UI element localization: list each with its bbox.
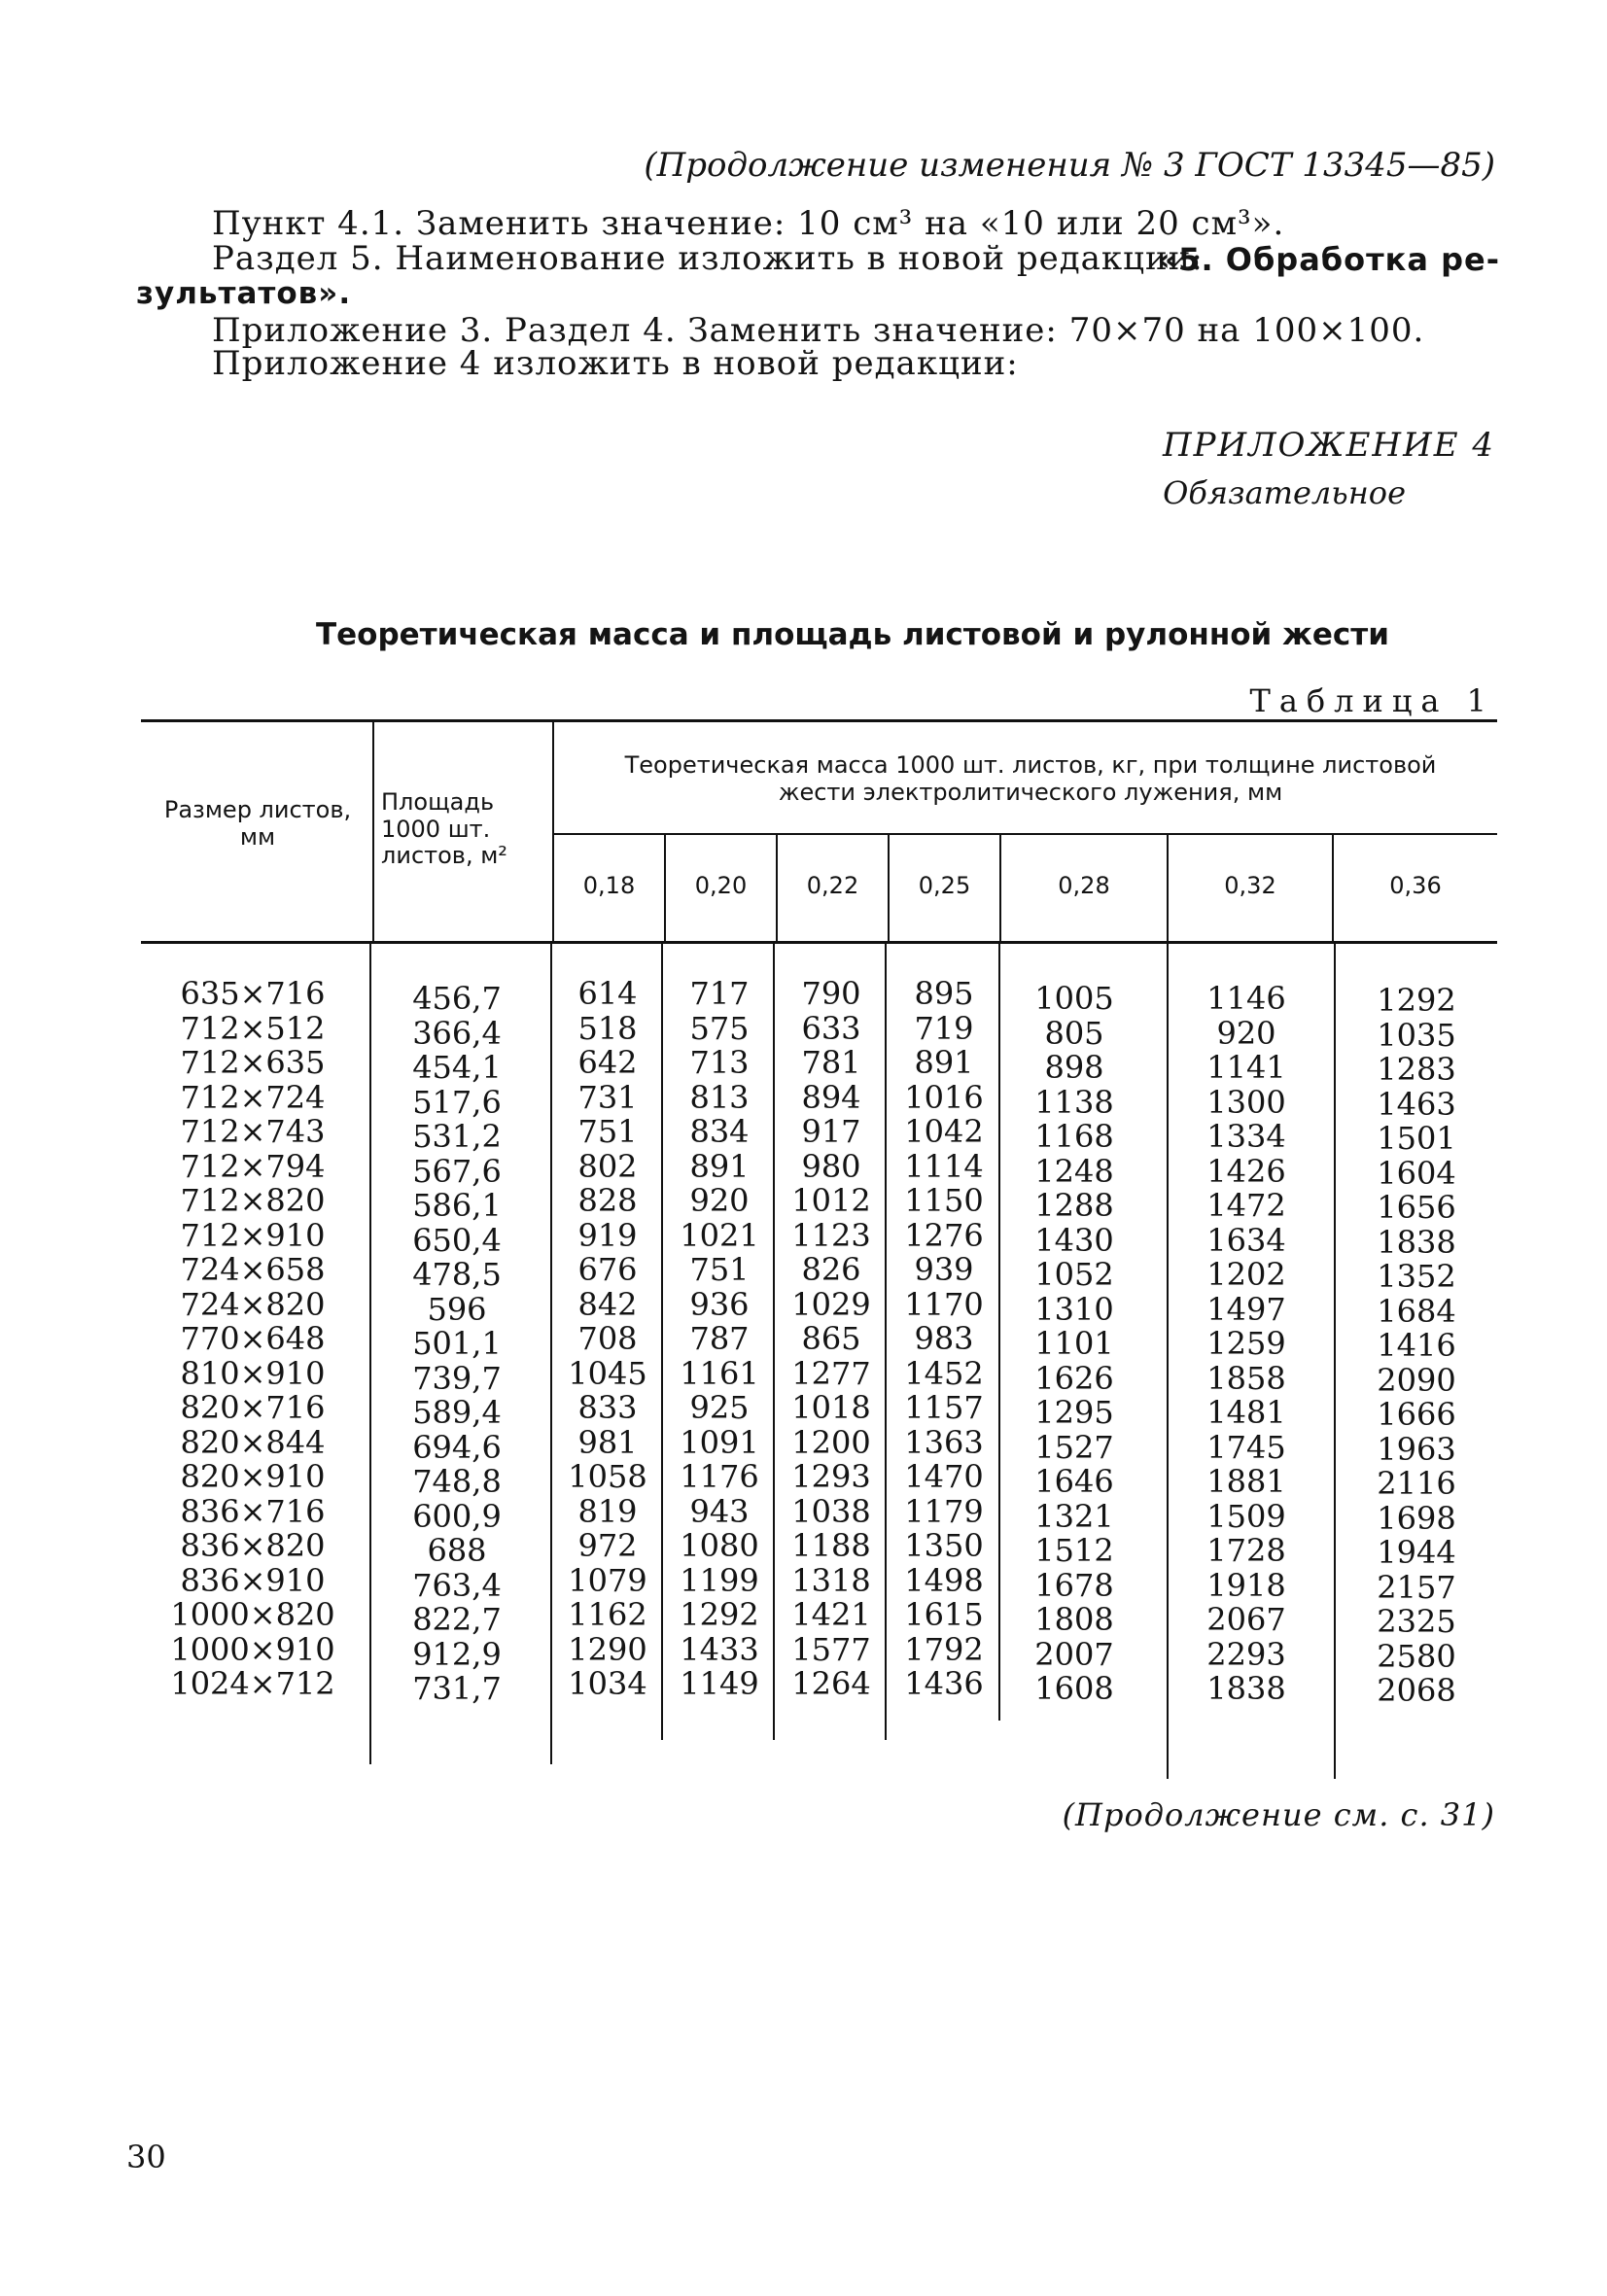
paragraph-4: Приложение 4 изложить в новой редакции: (212, 344, 1019, 383)
size-cell: 712×820 (180, 1182, 326, 1219)
area-cell: 567,6 (412, 1152, 502, 1190)
size-cell: 724×658 (180, 1251, 326, 1288)
mass-cell: 1963 (1377, 1430, 1456, 1468)
mass-cell: 1276 (904, 1216, 984, 1254)
mass-cell: 1334 (1206, 1118, 1286, 1155)
mass-cell: 1608 (1034, 1670, 1114, 1707)
mass-cell: 1042 (904, 1113, 984, 1150)
thickness-3: 0,25 (918, 872, 971, 899)
mass-cell: 1421 (791, 1596, 871, 1633)
mass-cell: 1463 (1377, 1085, 1456, 1123)
area-cell: 366,4 (412, 1014, 502, 1052)
mass-cell: 1838 (1206, 1670, 1286, 1707)
mass-cell: 980 (801, 1147, 861, 1185)
mass-cell: 708 (577, 1320, 638, 1357)
mass-cell: 1101 (1034, 1325, 1114, 1362)
thickness-5: 0,32 (1224, 872, 1276, 899)
mass-cell: 920 (1216, 1014, 1276, 1052)
size-cell: 820×910 (180, 1458, 326, 1495)
mass-cell: 1035 (1377, 1016, 1456, 1054)
size-cell: 724×820 (180, 1285, 326, 1323)
header-area: Площадь 1000 шт. листов, м² (381, 788, 507, 870)
mass-cell: 1745 (1206, 1428, 1286, 1466)
column-mass-022 (778, 977, 885, 1702)
mass-cell: 2116 (1377, 1465, 1456, 1502)
mass-cell: 802 (577, 1147, 638, 1185)
mass-cell: 787 (689, 1320, 750, 1357)
mass-cell: 1452 (904, 1354, 984, 1392)
column-size (136, 977, 369, 1702)
mass-cell: 1150 (904, 1182, 984, 1219)
column-mass-036 (1334, 984, 1499, 1709)
mass-cell: 1202 (1206, 1256, 1286, 1293)
paragraph-2-bold-a: «5. Обработка ре- (1157, 241, 1500, 278)
mass-cell: 1290 (568, 1630, 647, 1668)
mass-cell: 1481 (1206, 1394, 1286, 1431)
area-cell: 822,7 (412, 1601, 502, 1638)
mass-cell: 751 (689, 1251, 750, 1288)
mass-cell: 805 (1044, 1014, 1104, 1052)
column-mass-028 (1001, 982, 1147, 1707)
mass-cell: 1157 (904, 1389, 984, 1426)
mass-cell: 1430 (1034, 1221, 1114, 1259)
mass-cell: 1114 (904, 1147, 984, 1185)
column-mass-020 (666, 977, 773, 1702)
area-cell: 454,1 (412, 1049, 502, 1086)
mass-cell: 1200 (791, 1423, 871, 1461)
mass-cell: 633 (801, 1009, 861, 1047)
area-cell: 586,1 (412, 1187, 502, 1224)
mass-cell: 1436 (904, 1665, 984, 1702)
mass-cell: 1318 (791, 1561, 871, 1599)
mass-cell: 842 (577, 1285, 638, 1323)
size-cell: 712×512 (180, 1009, 326, 1047)
paragraph-2-text: Раздел 5. Наименование изложить в новой редакции: (212, 239, 1204, 278)
mass-cell: 895 (914, 975, 974, 1012)
mass-cell: 1792 (904, 1630, 984, 1668)
size-cell: 712×724 (180, 1078, 326, 1116)
mass-cell: 828 (577, 1182, 638, 1219)
size-cell: 712×743 (180, 1113, 326, 1150)
mass-cell: 1416 (1377, 1327, 1456, 1364)
mass-cell: 1248 (1034, 1152, 1114, 1190)
mass-cell: 1310 (1034, 1290, 1114, 1328)
mass-cell: 1512 (1034, 1532, 1114, 1569)
mass-cell: 2293 (1206, 1635, 1286, 1673)
appendix-title: ПРИЛОЖЕНИЕ 4 (1162, 426, 1495, 465)
thickness-2: 0,22 (806, 872, 859, 899)
mass-cell: 936 (689, 1285, 750, 1323)
appendix-subtitle: Обязательное (1163, 474, 1406, 511)
mass-cell: 943 (689, 1492, 750, 1530)
mass-cell: 1352 (1377, 1258, 1456, 1295)
mass-cell: 1470 (904, 1458, 984, 1495)
mass-cell: 2067 (1206, 1601, 1286, 1638)
mass-cell: 518 (577, 1009, 638, 1047)
mass-cell: 1838 (1377, 1223, 1456, 1261)
mass-cell: 790 (801, 975, 861, 1012)
mass-cell: 1698 (1377, 1499, 1456, 1537)
mass-cell: 865 (801, 1320, 861, 1357)
mass-cell: 1146 (1206, 980, 1286, 1017)
table-title: Теоретическая масса и площадь листовой и рулонной жести (316, 617, 1389, 652)
size-cell: 836×910 (180, 1561, 326, 1599)
mass-cell: 1264 (791, 1665, 871, 1702)
mass-cell: 1728 (1206, 1532, 1286, 1569)
mass-cell: 939 (914, 1251, 974, 1288)
mass-cell: 1615 (904, 1596, 984, 1633)
mass-cell: 1277 (791, 1354, 871, 1392)
mass-cell: 1288 (1034, 1187, 1114, 1224)
size-cell: 712×794 (180, 1147, 326, 1185)
mass-cell: 719 (914, 1009, 974, 1047)
paragraph-2-bold-b: зультатов». (136, 276, 352, 311)
mass-cell: 1501 (1377, 1120, 1456, 1157)
mass-cell: 1498 (904, 1561, 984, 1599)
mass-cell: 1350 (904, 1527, 984, 1564)
document-header: (Продолжение изменения № 3 ГОСТ 13345—85) (644, 146, 1495, 185)
mass-cell: 1472 (1206, 1187, 1286, 1224)
size-cell: 1000×910 (170, 1630, 335, 1668)
mass-cell: 1058 (568, 1458, 647, 1495)
area-cell: 517,6 (412, 1083, 502, 1121)
mass-cell: 2007 (1034, 1635, 1114, 1673)
mass-cell: 1646 (1034, 1463, 1114, 1500)
mass-cell: 1300 (1206, 1083, 1286, 1121)
thickness-6: 0,36 (1389, 872, 1442, 899)
mass-cell: 1666 (1377, 1396, 1456, 1433)
header-mass: Теоретическая масса 1000 шт. листов, кг, при толщине листовой жести электролитического лужения, мм (624, 751, 1437, 806)
mass-cell: 1292 (1377, 982, 1456, 1019)
v-divider (552, 721, 554, 941)
v-divider (998, 943, 1000, 1721)
mass-cell: 917 (801, 1113, 861, 1150)
mass-cell: 1123 (791, 1216, 871, 1254)
thickness-1: 0,20 (694, 872, 748, 899)
mass-cell: 891 (689, 1147, 750, 1185)
mass-cell: 1293 (791, 1458, 871, 1495)
v-divider (773, 943, 775, 1740)
paragraph-1: Пункт 4.1. Заменить значение: 10 см³ на «10 или 20 см³». (212, 204, 1285, 243)
mass-cell: 1426 (1206, 1152, 1286, 1190)
mass-cell: 1016 (904, 1078, 984, 1116)
size-cell: 712×635 (180, 1044, 326, 1081)
column-mass-018 (554, 977, 661, 1702)
mass-cell: 1161 (680, 1354, 759, 1392)
thickness-0: 0,18 (582, 872, 636, 899)
mass-cell: 2580 (1377, 1637, 1456, 1675)
area-cell: 600,9 (412, 1497, 502, 1535)
area-cell: 688 (427, 1532, 487, 1569)
mass-cell: 1283 (1377, 1051, 1456, 1088)
header-bottom-rule (141, 941, 1497, 944)
size-cell: 820×716 (180, 1389, 326, 1426)
mass-cell: 1321 (1034, 1497, 1114, 1535)
mass-cell: 826 (801, 1251, 861, 1288)
mass-cell: 1259 (1206, 1325, 1286, 1362)
table-top-rule (141, 719, 1497, 722)
v-divider (372, 721, 374, 941)
mass-cell: 1634 (1206, 1221, 1286, 1259)
mass-cell: 898 (1044, 1049, 1104, 1086)
mass-cell: 676 (577, 1251, 638, 1288)
mass-cell: 1045 (568, 1354, 647, 1392)
mass-cell: 1433 (680, 1630, 759, 1668)
mass-cell: 1678 (1034, 1566, 1114, 1604)
area-cell: 731,7 (412, 1670, 502, 1707)
mass-cell: 1858 (1206, 1359, 1286, 1397)
size-cell: 635×716 (180, 975, 326, 1012)
mass-cell: 1079 (568, 1561, 647, 1599)
mass-cell: 1626 (1034, 1359, 1114, 1397)
mass-cell: 1684 (1377, 1292, 1456, 1330)
mass-cell: 713 (689, 1044, 750, 1081)
size-cell: 770×648 (180, 1320, 326, 1357)
area-cell: 912,9 (412, 1635, 502, 1673)
mass-cell: 1138 (1034, 1083, 1114, 1121)
mass-cell: 1021 (680, 1216, 759, 1254)
mass-cell: 925 (689, 1389, 750, 1426)
page-number: 30 (126, 2139, 166, 2175)
area-cell: 501,1 (412, 1325, 502, 1362)
mass-cell: 2068 (1377, 1672, 1456, 1709)
size-cell: 712×910 (180, 1216, 326, 1254)
v-divider (550, 943, 552, 1764)
mass-cell: 1944 (1377, 1534, 1456, 1571)
mass-cell: 1363 (904, 1423, 984, 1461)
mass-cell: 819 (577, 1492, 638, 1530)
mass-cell: 894 (801, 1078, 861, 1116)
mass-cell: 2157 (1377, 1568, 1456, 1606)
mass-cell: 1038 (791, 1492, 871, 1530)
mass-cell: 1034 (568, 1665, 647, 1702)
mass-cell: 1176 (680, 1458, 759, 1495)
column-mass-032 (1169, 982, 1324, 1707)
area-cell: 531,2 (412, 1118, 502, 1155)
size-cell: 820×844 (180, 1423, 326, 1461)
mass-cell: 751 (577, 1113, 638, 1150)
column-area (389, 982, 525, 1707)
mass-cell: 972 (577, 1527, 638, 1564)
area-cell: 763,4 (412, 1566, 502, 1604)
mass-cell: 1029 (791, 1285, 871, 1323)
thickness-rule (554, 833, 1497, 835)
mass-cell: 1179 (904, 1492, 984, 1530)
area-cell: 596 (427, 1290, 487, 1328)
mass-cell: 1577 (791, 1630, 871, 1668)
mass-cell: 642 (577, 1044, 638, 1081)
mass-cell: 575 (689, 1009, 750, 1047)
mass-cell: 833 (577, 1389, 638, 1426)
mass-cell: 781 (801, 1044, 861, 1081)
area-cell: 748,8 (412, 1463, 502, 1500)
area-cell: 456,7 (412, 980, 502, 1017)
mass-cell: 1149 (680, 1665, 759, 1702)
mass-cell: 1292 (680, 1596, 759, 1633)
mass-cell: 1170 (904, 1285, 984, 1323)
mass-cell: 983 (914, 1320, 974, 1357)
mass-cell: 1199 (680, 1561, 759, 1599)
mass-cell: 2325 (1377, 1603, 1456, 1640)
mass-cell: 920 (689, 1182, 750, 1219)
continuation-note: (Продолжение см. с. 31) (1062, 1796, 1495, 1833)
area-cell: 650,4 (412, 1221, 502, 1259)
area-cell: 589,4 (412, 1394, 502, 1431)
thickness-4: 0,28 (1058, 872, 1110, 899)
mass-cell: 1018 (791, 1389, 871, 1426)
mass-cell: 919 (577, 1216, 638, 1254)
mass-cell: 717 (689, 975, 750, 1012)
mass-cell: 1005 (1034, 980, 1114, 1017)
size-cell: 1000×820 (170, 1596, 335, 1633)
mass-cell: 614 (577, 975, 638, 1012)
mass-cell: 1295 (1034, 1394, 1114, 1431)
mass-cell: 1091 (680, 1423, 759, 1461)
mass-cell: 981 (577, 1423, 638, 1461)
mass-cell: 1509 (1206, 1497, 1286, 1535)
mass-cell: 1080 (680, 1527, 759, 1564)
v-divider (885, 943, 887, 1740)
mass-cell: 891 (914, 1044, 974, 1081)
size-cell: 1024×712 (170, 1665, 335, 1702)
mass-cell: 731 (577, 1078, 638, 1116)
column-mass-025 (890, 977, 998, 1702)
table-label: Таблица 1 (1249, 682, 1495, 719)
area-cell: 478,5 (412, 1256, 502, 1293)
paragraph-2 (212, 239, 1204, 278)
mass-cell: 1918 (1206, 1566, 1286, 1604)
mass-cell: 1656 (1377, 1189, 1456, 1226)
v-divider (369, 943, 371, 1764)
mass-cell: 1141 (1206, 1049, 1286, 1086)
area-cell: 739,7 (412, 1359, 502, 1397)
mass-cell: 813 (689, 1078, 750, 1116)
area-cell: 694,6 (412, 1428, 502, 1466)
mass-cell: 1497 (1206, 1290, 1286, 1328)
mass-cell: 1881 (1206, 1463, 1286, 1500)
v-divider (661, 943, 663, 1740)
paragraph-3: Приложение 3. Раздел 4. Заменить значение: 70×70 на 100×100. (212, 311, 1425, 350)
mass-cell: 1162 (568, 1596, 647, 1633)
size-cell: 836×716 (180, 1492, 326, 1530)
mass-cell: 1052 (1034, 1256, 1114, 1293)
mass-cell: 834 (689, 1113, 750, 1150)
header-size: Размер листов, мм (163, 796, 352, 851)
mass-cell: 1168 (1034, 1118, 1114, 1155)
mass-cell: 1604 (1377, 1154, 1456, 1192)
mass-cell: 1012 (791, 1182, 871, 1219)
mass-cell: 1808 (1034, 1601, 1114, 1638)
size-cell: 810×910 (180, 1354, 326, 1392)
mass-cell: 1527 (1034, 1428, 1114, 1466)
mass-cell: 2090 (1377, 1361, 1456, 1399)
size-cell: 836×820 (180, 1527, 326, 1564)
mass-cell: 1188 (791, 1527, 871, 1564)
